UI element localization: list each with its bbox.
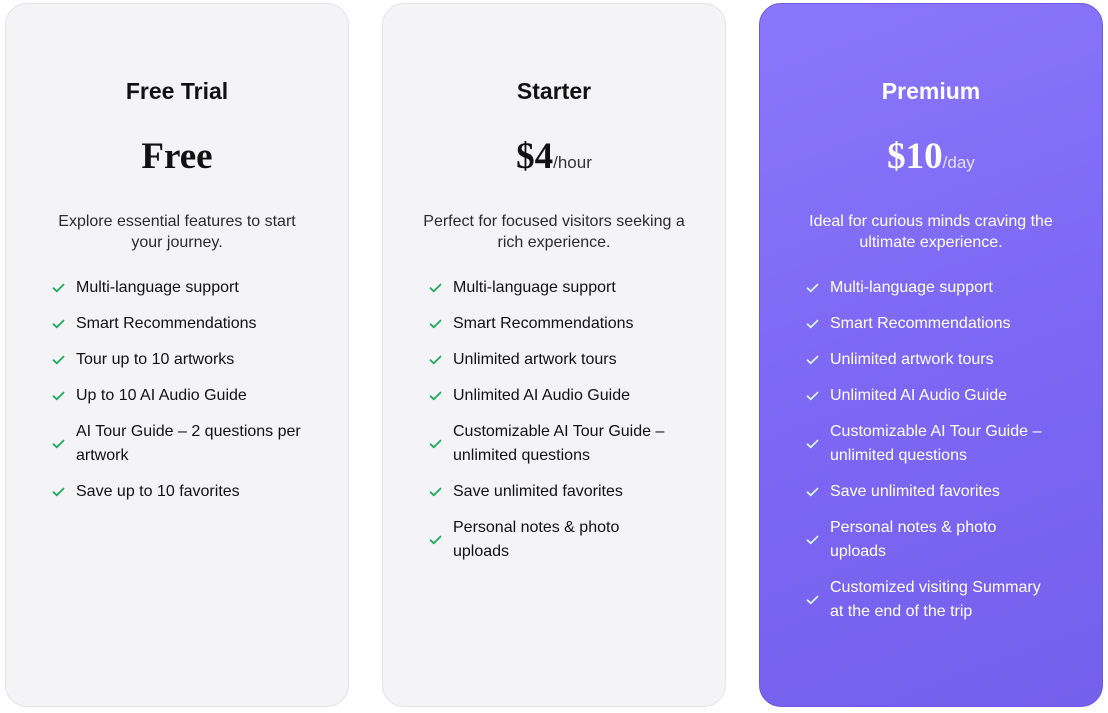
check-icon	[429, 352, 453, 368]
check-icon	[806, 436, 830, 452]
feature-item	[806, 312, 1082, 336]
price-row	[6, 134, 348, 187]
feature-item	[52, 480, 328, 504]
feature-item	[52, 312, 328, 336]
feature-text: Unlimited AI Audio Guide	[830, 387, 1007, 404]
feature-item	[429, 276, 705, 300]
feature-text: Save up to 10 favorites	[76, 483, 240, 500]
check-icon	[806, 388, 830, 404]
check-icon	[806, 592, 830, 608]
feature-text: Multi-language support	[830, 279, 993, 296]
feature-text: Unlimited artwork tours	[830, 351, 994, 368]
feature-text: Unlimited artwork tours	[453, 351, 617, 368]
feature-text: Up to 10 AI Audio Guide	[76, 387, 247, 404]
feature-item	[429, 312, 705, 336]
feature-item	[429, 480, 705, 504]
plan-title: Premium	[881, 78, 981, 104]
plan-description: Ideal for curious minds craving the ultimate experience.	[809, 213, 1053, 251]
price-row	[760, 134, 1102, 187]
plan-title: Free Trial	[125, 78, 229, 104]
check-icon	[806, 352, 830, 368]
check-icon	[52, 352, 76, 368]
check-icon	[806, 484, 830, 500]
plan-price: Free	[141, 136, 213, 177]
feature-item	[429, 516, 705, 564]
plan-description: Perfect for focused visitors seeking a rich experience.	[423, 213, 685, 251]
feature-list	[806, 276, 1082, 636]
feature-item	[806, 276, 1082, 300]
check-icon	[429, 388, 453, 404]
check-icon	[429, 532, 453, 548]
plan-title: Starter	[516, 78, 592, 104]
feature-item	[52, 348, 328, 372]
feature-item	[52, 384, 328, 408]
check-icon	[429, 484, 453, 500]
check-icon	[429, 316, 453, 332]
feature-item	[429, 348, 705, 372]
price-row	[383, 134, 725, 187]
feature-text: Smart Recommendations	[453, 315, 634, 332]
feature-text: Smart Recommendations	[830, 315, 1011, 332]
check-icon	[52, 436, 76, 452]
feature-text: AI Tour Guide – 2 questions per artwork	[76, 423, 301, 464]
feature-item	[806, 420, 1082, 468]
feature-text: Multi-language support	[453, 279, 616, 296]
feature-text: Smart Recommendations	[76, 315, 257, 332]
feature-list	[429, 276, 705, 576]
check-icon	[429, 436, 453, 452]
feature-text: Save unlimited favorites	[453, 483, 623, 500]
feature-text: Save unlimited favorites	[830, 483, 1000, 500]
feature-text: Customizable AI Tour Guide – unlimited questions	[830, 423, 1042, 464]
feature-text: Tour up to 10 artworks	[76, 351, 235, 368]
feature-text: Multi-language support	[76, 279, 239, 296]
feature-item	[806, 480, 1082, 504]
check-icon	[52, 388, 76, 404]
check-icon	[806, 280, 830, 296]
feature-item	[429, 384, 705, 408]
price-unit: /hour	[553, 153, 592, 172]
plan-description: Explore essential features to start your journey.	[58, 213, 296, 251]
plan-card-premium[interactable]	[759, 3, 1103, 707]
feature-item	[806, 516, 1082, 564]
feature-list	[52, 276, 328, 516]
plan-price: $10	[887, 136, 943, 177]
plan-card-free-trial[interactable]	[5, 3, 349, 707]
check-icon	[806, 532, 830, 548]
feature-text: Unlimited AI Audio Guide	[453, 387, 630, 404]
plan-price: $4	[516, 136, 554, 177]
check-icon	[52, 484, 76, 500]
feature-item	[806, 576, 1082, 624]
check-icon	[429, 280, 453, 296]
check-icon	[52, 280, 76, 296]
feature-item	[429, 420, 705, 468]
feature-item	[806, 384, 1082, 408]
price-unit: /day	[942, 153, 975, 172]
feature-text: Personal notes & photo uploads	[830, 519, 997, 560]
check-icon	[52, 316, 76, 332]
feature-item	[52, 276, 328, 300]
feature-text: Personal notes & photo uploads	[453, 519, 620, 560]
feature-text: Customized visiting Summary at the end of the trip	[830, 579, 1041, 620]
feature-item	[806, 348, 1082, 372]
feature-item	[52, 420, 328, 468]
plan-card-starter[interactable]	[382, 3, 726, 707]
check-icon	[806, 316, 830, 332]
feature-text: Customizable AI Tour Guide – unlimited questions	[453, 423, 665, 464]
